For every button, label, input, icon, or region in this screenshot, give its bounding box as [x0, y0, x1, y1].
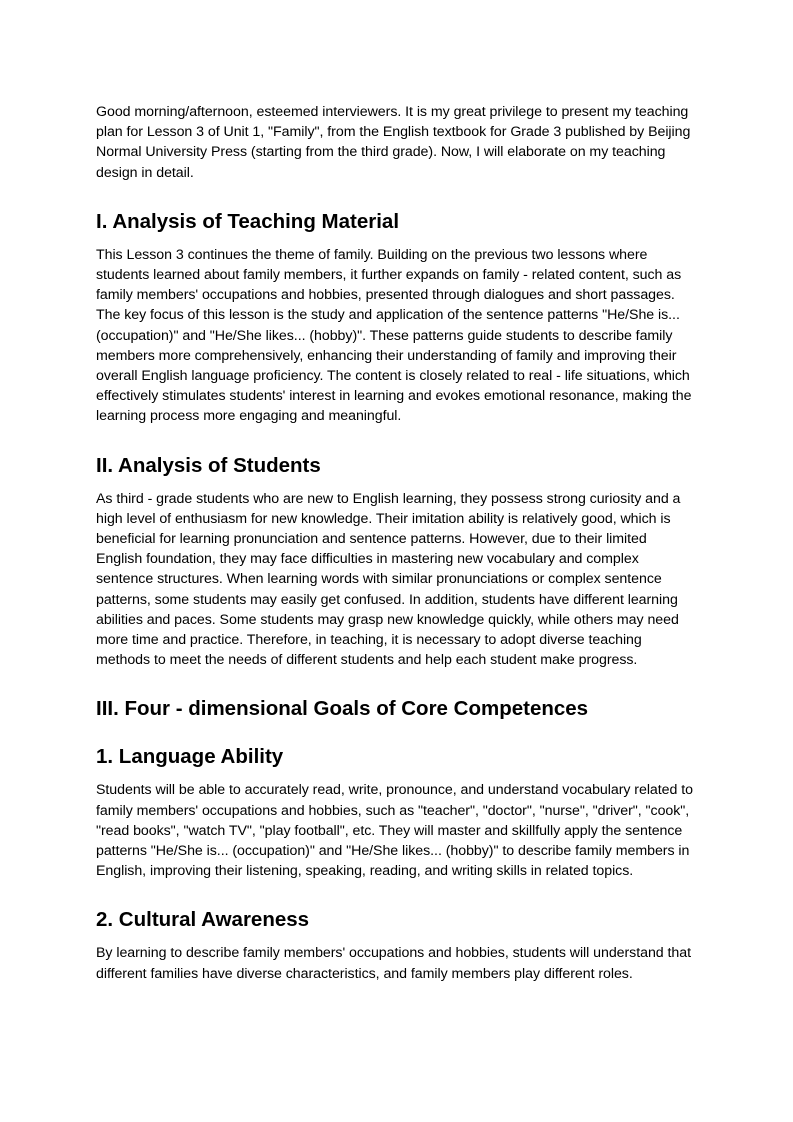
students-paragraph: As third - grade students who are new to English learning, they possess strong curiosity and a high level of enthusiasm for new knowledge. Their imitation ability is relatively good, which is beneficial for learning pronunciation and sentence patterns. However, due to their limited English foundation, they may face difficulties in mastering new vocabulary and complex sentence structures. When learning words with similar pronunciations or complex sentence patterns, some students may easily get confused. In addition, students have different learning abilities and paces. Some students may grasp new knowledge quickly, while others may need more time and practice. Therefore, in teaching, it is necessary to adopt diverse teaching methods to meet the needs of different students and help each student make progress.	[96, 490, 681, 669]
intro-paragraph: Good morning/afternoon, esteemed interviewers. It is my great privilege to present my teaching plan for Lesson 3 of Unit 1, "Family", from the English textbook for Grade 3 published by Beijing Normal University Press (starting from the third grade). Now, I will elaborate on my teaching design in detail.	[96, 104, 691, 181]
language-ability-paragraph: Students will be able to accurately read, write, pronounce, and understand vocabulary related to family members' occupations and hobbies, such as "teacher", "doctor", "nurse", "driver", "cook", "read books", "watch TV", "play football", etc. They will master and skillfully apply the sentence patterns "He/She is... (occupation)" and "He/She likes... (hobby)" to describe family members in English, improving their listening, speaking, reading, and writing skills in related topics.	[96, 782, 693, 880]
subsection-heading-cultural-awareness: 2. Cultural Awareness	[96, 908, 310, 932]
section-heading-teaching-material: I. Analysis of Teaching Material	[96, 209, 400, 233]
section-heading-core-competences: III. Four - dimensional Goals of Core Competences	[96, 697, 589, 721]
document-page	[96, 102, 696, 984]
cultural-awareness-paragraph: By learning to describe family members' occupations and hobbies, students will understand that different families have diverse characteristics, and family members play different roles.	[96, 945, 692, 982]
section-heading-students: II. Analysis of Students	[96, 453, 321, 477]
teaching-material-paragraph: This Lesson 3 continues the theme of family. Building on the previous two lessons where students learned about family members, it further expands on family - related content, such as family members' occupations and hobbies, presented through dialogues and short passages. The key focus of this lesson is the study and application of the sentence patterns "He/She is... (occupation)" and "He/She likes... (hobby)". These patterns guide students to describe family members more comprehensively, enhancing their understanding of family and improving their overall English language proficiency. The content is closely related to real - life situations, which effectively stimulates students' interest in learning and evokes emotional resonance, making the learning process more engaging and meaningful.	[96, 246, 692, 425]
subsection-heading-language-ability: 1. Language Ability	[96, 745, 284, 769]
